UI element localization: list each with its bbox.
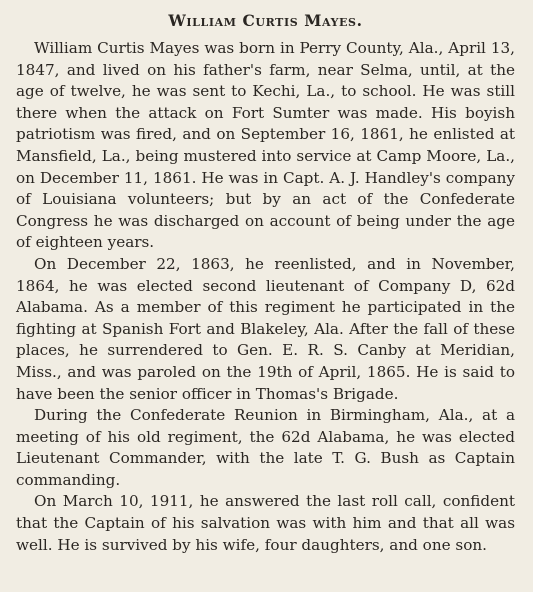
paragraph-reunion: During the Confederate Reunion in Birmingham, Ala., at a meeting of his old regiment, the 62d Alabama, he was elected Lieutenant Commander, with the late T. G. Bush as Captain commanding. <box>16 406 515 489</box>
page-title: William Curtis Mayes. <box>168 11 363 30</box>
paragraph-reenlistment: On December 22, 1863, he reenlisted, and in November, 1864, he was elected second lieutenant of Company D, 62d Alabama. As a member of this regiment he participated in the fighting at Spanish Fort and Blakeley, Ala. After the fall of these places, he surrendered to Gen. E. R. S. Canby at Meridian, Miss., and was paroled on the 19th of April, 1865. He is said to have been the senior officer in Thomas's Brigade. <box>16 254 515 403</box>
paragraph-death: On March 10, 1911, he answered the last roll call, confident that the Captain of his salvation was with him and that all was well. He is survived by his wife, four daughters, and one son. <box>16 492 515 554</box>
paragraph-birth-enlistment: William Curtis Mayes was born in Perry County, Ala., April 13, 1847, and lived on his father's farm, near Selma, until, at the age of twelve, he was sent to Kechi, La., to school. He was still there when the attack on Fort Sumter was made. His boyish patriotism was fired, and on September 16, 1861, he enlisted at Mansfield, La., being mustered into service at Camp Moore, La., on December 11, 1861. He was in Capt. A. J. Handley's company of Louisiana volunteers; but by an act of the Confederate Congress he was discharged on account of being under the age of eighteen years. <box>16 39 515 252</box>
